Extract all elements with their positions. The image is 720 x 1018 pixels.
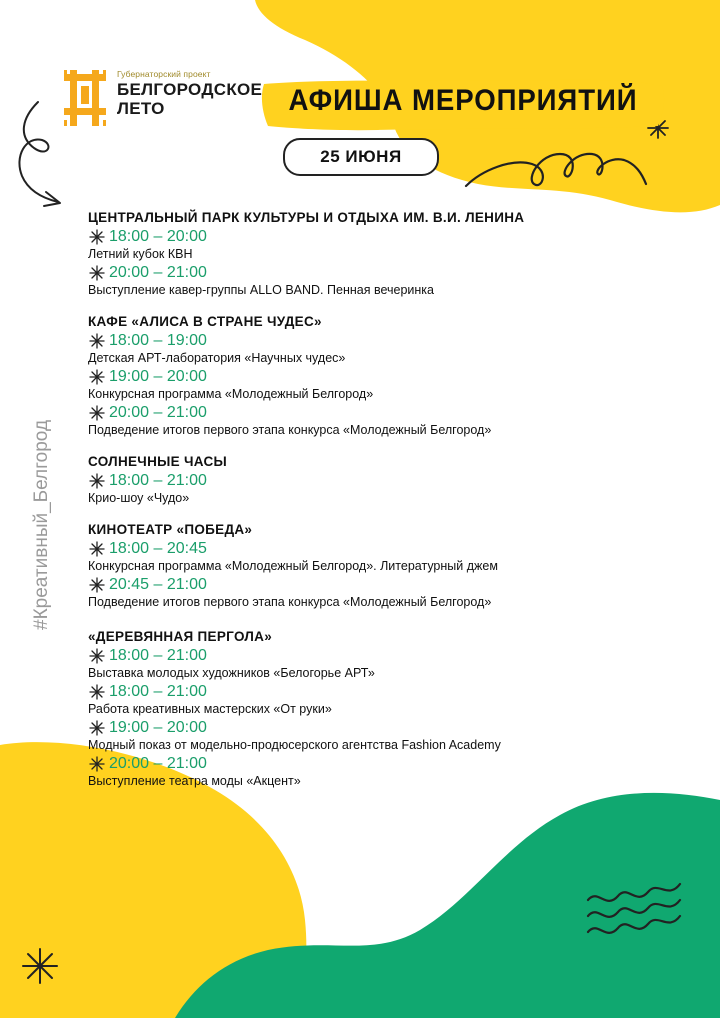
event-time-row: [88, 754, 648, 773]
venue-name: «ДЕРЕВЯННАЯ ПЕРГОЛА»: [88, 629, 273, 644]
logo-title-line1: БЕЛГОРОДСКОЕ: [117, 80, 263, 99]
event-time: 18:00 – 19:00: [109, 331, 207, 349]
event-time-row: [88, 227, 648, 246]
event-time: 20:00 – 21:00: [109, 754, 207, 772]
schedule: [88, 210, 648, 805]
event-time-row: [88, 331, 648, 350]
asterisk-icon: [89, 265, 105, 281]
hashtag: #Креативный_Белгород: [31, 419, 52, 630]
event-title: Детская АРТ-лаборатория «Научных чудес»: [88, 351, 346, 365]
event-time-row: [88, 471, 648, 490]
event-title: Летний кубок КВН: [88, 247, 193, 261]
venue-name: КАФЕ «АЛИСА В СТРАНЕ ЧУДЕС»: [88, 314, 322, 329]
event-time-row: [88, 539, 648, 558]
asterisk-icon: [89, 720, 105, 736]
asterisk-icon: [20, 946, 60, 986]
event-title: Выступление театра моды «Акцент»: [88, 774, 301, 788]
venue-name: ЦЕНТРАЛЬНЫЙ ПАРК КУЛЬТУРЫ И ОТДЫХА ИМ. В.И. ЛЕНИНА: [88, 210, 525, 225]
logo-caption: Губернаторский проект: [117, 69, 211, 79]
event-title: Модный показ от модельно-продюсерского агентства Fashion Academy: [88, 738, 501, 752]
event-time-row: [88, 682, 648, 701]
event-time: 19:00 – 20:00: [109, 718, 207, 736]
event-time-row: [88, 403, 648, 422]
venue-block: [88, 629, 648, 790]
venue-block: [88, 454, 648, 507]
asterisk-icon: [89, 541, 105, 557]
event-time: 20:45 – 21:00: [109, 575, 207, 593]
event-time-row: [88, 575, 648, 594]
event-time: 20:00 – 21:00: [109, 263, 207, 281]
asterisk-icon: [89, 369, 105, 385]
event-time: 18:00 – 21:00: [109, 646, 207, 664]
logo-grid-icon: [62, 68, 108, 128]
asterisk-icon: [89, 405, 105, 421]
event-time: 18:00 – 20:45: [109, 539, 207, 557]
event-time-row: [88, 263, 648, 282]
logo-title-line2: ЛЕТО: [117, 99, 165, 118]
venue-block: [88, 314, 648, 439]
event-time: 18:00 – 21:00: [109, 471, 207, 489]
event-time-row: [88, 646, 648, 665]
asterisk-icon: [89, 648, 105, 664]
page-title-text: АФИША МЕРОПРИЯТИЙ: [288, 84, 638, 117]
event-title: Работа креативных мастерских «От руки»: [88, 702, 332, 716]
event-time: 18:00 – 21:00: [109, 682, 207, 700]
event-title: Конкурсная программа «Молодежный Белгород». Литературный джем: [88, 559, 498, 573]
event-time-row: [88, 367, 648, 386]
event-title: Подведение итогов первого этапа конкурса «Молодежный Белгород»: [88, 595, 492, 609]
asterisk-icon: [89, 577, 105, 593]
event-time: 19:00 – 20:00: [109, 367, 207, 385]
date-badge: 25 ИЮНЯ: [283, 138, 439, 176]
venue-name: СОЛНЕЧНЫЕ ЧАСЫ: [88, 454, 228, 469]
event-title: Выступление кавер-группы ALLO BAND. Пенная вечеринка: [88, 283, 434, 297]
venue-block: [88, 210, 648, 299]
logo: [62, 68, 263, 128]
event-time: 18:00 – 20:00: [109, 227, 207, 245]
asterisk-icon: [89, 684, 105, 700]
squiggle-line: [462, 140, 652, 200]
venue-block: [88, 522, 648, 611]
zigzag-lines: [584, 870, 684, 950]
event-time: 20:00 – 21:00: [109, 403, 207, 421]
venue-name: КИНОТЕАТР «ПОБЕДА»: [88, 522, 253, 537]
event-title: Конкурсная программа «Молодежный Белгород»: [88, 387, 374, 401]
asterisk-icon: [89, 333, 105, 349]
event-title: Крио-шоу «Чудо»: [88, 491, 190, 505]
page-title: [258, 76, 668, 132]
asterisk-icon: [89, 756, 105, 772]
asterisk-icon: [89, 229, 105, 245]
asterisk-icon: [89, 473, 105, 489]
event-title: Выставка молодых художников «Белогорье АРТ»: [88, 666, 375, 680]
event-title: Подведение итогов первого этапа конкурса «Молодежный Белгород»: [88, 423, 492, 437]
event-time-row: [88, 718, 648, 737]
